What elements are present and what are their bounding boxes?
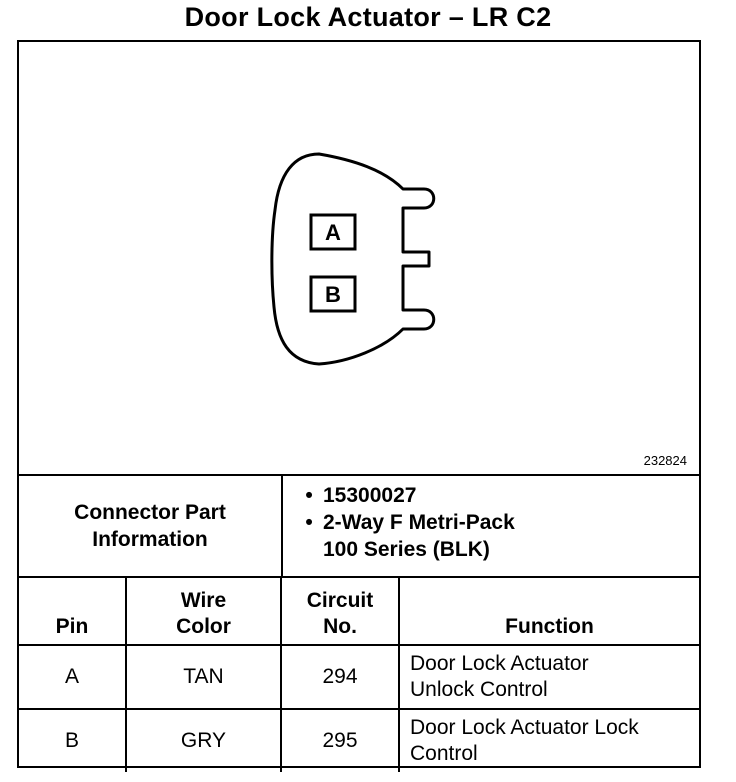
cavity-a-label: A — [325, 220, 341, 245]
connector-diagram — [19, 42, 699, 476]
bullet-icon: • — [305, 511, 313, 534]
figure-id: 232824 — [643, 453, 687, 468]
table-row — [19, 709, 699, 772]
circuit-cell: 295 — [281, 709, 399, 772]
pin-cell: A — [19, 645, 126, 709]
pin-cell: B — [19, 709, 126, 772]
connector-part-info-list — [295, 482, 515, 563]
connector-part-info-row — [19, 476, 699, 578]
header-pin: Pin — [19, 578, 126, 645]
function-cell: Door Lock Actuator Unlock Control — [399, 645, 699, 709]
connector-part-info-label: Connector Part Information — [19, 476, 283, 576]
cavity-b-label: B — [325, 282, 341, 307]
connector-series: 2-Way F Metri-Pack 100 Series (BLK) — [323, 511, 515, 561]
page-title: Door Lock Actuator – LR C2 — [184, 2, 552, 32]
wire-color-cell: TAN — [126, 645, 281, 709]
header-circuit: Circuit No. — [281, 578, 399, 645]
bullet-icon: • — [305, 484, 313, 507]
part-info-item — [295, 509, 515, 563]
part-number: 15300027 — [323, 484, 417, 507]
connector-info-frame — [17, 40, 701, 768]
wire-color-cell: GRY — [126, 709, 281, 772]
part-info-item — [295, 482, 515, 509]
table-header-row — [19, 578, 699, 645]
pinout-table — [19, 578, 699, 772]
header-wire-color: Wire Color — [126, 578, 281, 645]
header-function: Function — [399, 578, 699, 645]
connector-drawing — [19, 42, 699, 474]
circuit-cell: 294 — [281, 645, 399, 709]
table-row — [19, 645, 699, 709]
connector-body-outline — [272, 154, 434, 364]
function-cell: Door Lock Actuator Lock Control — [399, 709, 699, 772]
